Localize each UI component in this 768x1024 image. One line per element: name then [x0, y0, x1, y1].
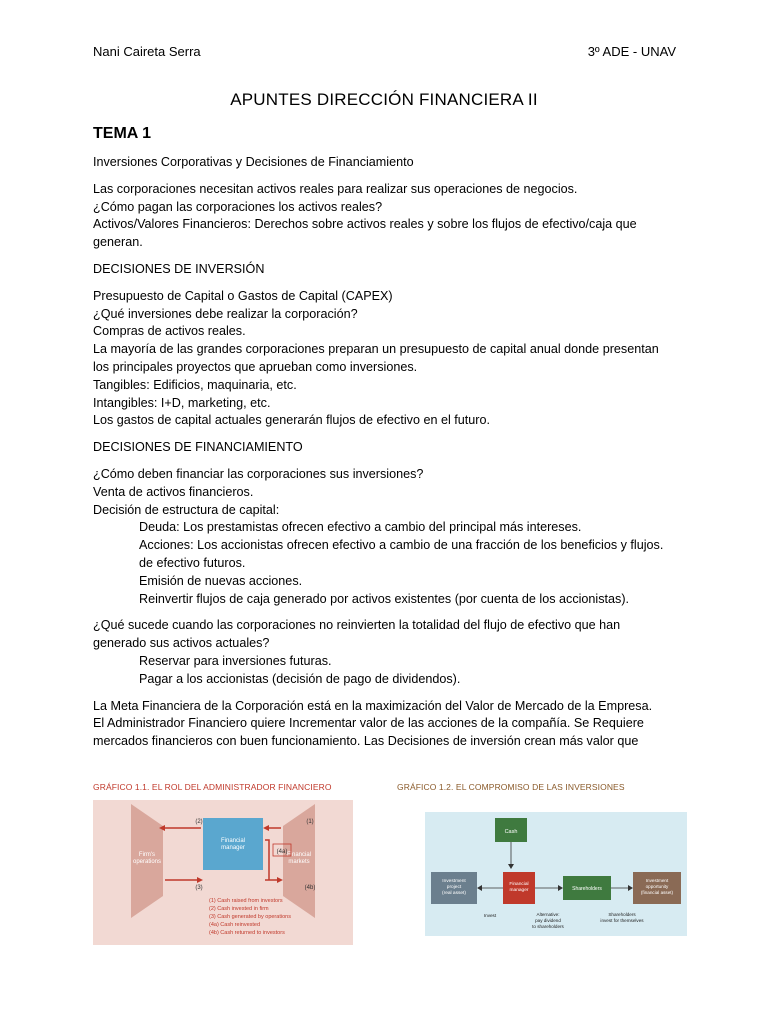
figure1-left-label: Firm's operations — [132, 852, 162, 865]
section-heading-tema: TEMA 1 — [93, 125, 152, 142]
reinversion-paragraph — [93, 617, 693, 688]
intro-paragraph — [93, 181, 693, 252]
intro-line: ¿Cómo pagan las corporaciones los activos reales? — [93, 199, 383, 214]
inversion-heading: DECISIONES DE INVERSIÓN — [93, 261, 265, 276]
financiamiento-line: Venta de activos financieros. — [93, 484, 254, 499]
document-title: APUNTES DIRECCIÓN FINANCIERA II — [230, 90, 538, 109]
figure1-diagram — [93, 800, 353, 945]
inversion-line: Presupuesto de Capital o Gastos de Capital (CAPEX) — [93, 288, 393, 303]
figure2-shareholders-label: Shareholders — [572, 886, 602, 892]
meta-line: El Administrador Financiero quiere Incrementar valor de las acciones de la compañía. Se Requiere — [93, 716, 644, 731]
inversion-line: Compras de activos reales. — [93, 324, 246, 339]
figure2-cash-label: Cash — [504, 829, 518, 835]
figure1-center-box — [203, 818, 263, 870]
figure1-legend-item: (2) Cash invested in firm — [209, 906, 269, 912]
reinversion-indented-line: Pagar a los accionistas (decisión de pago de dividendos). — [139, 671, 461, 686]
inversion-paragraph — [93, 288, 693, 430]
figure1-label-1: (1) — [306, 819, 314, 825]
inversion-line: La mayoría de las grandes corporaciones preparan un presupuesto de capital anual donde presentan — [93, 342, 659, 357]
meta-line: La Meta Financiera de la Corporación está en la maximización del Valor de Mercado de la Empresa. — [93, 698, 653, 713]
figure2-project-label: Investment project (real asset) — [442, 879, 466, 896]
figure1-legend-item: (1) Cash raised from investors — [209, 898, 283, 904]
financiamiento-indented-line: Acciones: Los accionistas ofrecen efectivo a cambio de una fracción de los beneficios y flujos. — [139, 538, 664, 553]
figure1-label-2: (2) — [195, 819, 203, 825]
financiamiento-indented-line: de efectivo futuros. — [139, 555, 246, 570]
figure1-right-label: Financial markets — [286, 852, 312, 865]
inversion-line: ¿Qué inversiones debe realizar la corporación? — [93, 306, 358, 321]
reinversion-line: ¿Qué sucede cuando las corporaciones no reinvierten la totalidad del flujo de efectivo que han — [93, 618, 621, 633]
figure1-label-4a: (4a) — [276, 849, 288, 855]
figure2-diagram — [425, 812, 687, 936]
subtitle: Inversiones Corporativas y Decisiones de Financiamiento — [93, 155, 414, 169]
financiamiento-indented-line: Emisión de nuevas acciones. — [139, 573, 303, 588]
meta-paragraph — [93, 698, 693, 751]
figure2-caption: GRÁFICO 1.2. EL COMPROMISO DE LAS INVERSIONES — [397, 782, 625, 792]
figure1-label-3: (3) — [195, 885, 203, 891]
intro-line: Las corporaciones necesitan activos reales para realizar sus operaciones de negocios. — [93, 181, 578, 196]
financiamiento-line: ¿Cómo deben financiar las corporaciones sus inversiones? — [93, 466, 424, 481]
figure2-shareholders-invest-label: Shareholders invest for themselves — [600, 912, 644, 923]
financiamiento-line: Decisión de estructura de capital: — [93, 502, 280, 517]
figure2-opportunity-label: Investment opportunity (financial asset) — [640, 878, 674, 895]
figure2-manager-label: Financial manager — [509, 882, 529, 893]
figure1-center-label: Financial manager — [220, 838, 246, 851]
header-author: Nani Caireta Serra — [93, 44, 201, 59]
financiamiento-heading: DECISIONES DE FINANCIAMIENTO — [93, 440, 303, 455]
figure1-caption: GRÁFICO 1.1. EL ROL DEL ADMINISTRADOR FINANCIERO — [93, 782, 332, 792]
intro-line: generan. — [93, 235, 143, 250]
figure1-label-4b: (4b) — [304, 885, 316, 891]
figure2-alternative-label: Alternative: pay dividend to shareholders — [532, 912, 564, 929]
reinversion-line: generado sus activos actuales? — [93, 636, 270, 651]
header-course: 3º ADE - UNAV — [587, 44, 676, 59]
financiamiento-indented-line: Deuda: Los prestamistas ofrecen efectivo a cambio del principal más intereses. — [139, 520, 582, 535]
figure1-legend-item: (3) Cash generated by operations — [209, 914, 291, 920]
inversion-line: Intangibles: I+D, marketing, etc. — [93, 395, 271, 410]
financiamiento-paragraph — [93, 466, 693, 608]
figure2-invest-label: Invest — [483, 913, 497, 918]
inversion-line: los principales proyectos que aprueban como inversiones. — [93, 359, 418, 374]
meta-line: mercados financieros con buen funcionamiento. Las Decisiones de inversión crean más valor que — [93, 734, 639, 749]
reinversion-indented-line: Reservar para inversiones futuras. — [139, 653, 332, 668]
intro-line: Activos/Valores Financieros: Derechos sobre activos reales y sobre los flujos de efectivo/caja que — [93, 217, 637, 232]
figure1-legend-item: (4a) Cash reinvested — [209, 922, 261, 928]
document-body — [93, 154, 693, 760]
inversion-line: Tangibles: Edificios, maquinaria, etc. — [93, 377, 297, 392]
inversion-line: Los gastos de capital actuales generarán flujos de efectivo en el futuro. — [93, 413, 490, 428]
financiamiento-indented-line: Reinvertir flujos de caja generado por activos existentes (por cuenta de los accionistas). — [139, 591, 630, 606]
figure1-legend-item: (4b) Cash returned to investors — [209, 930, 285, 936]
